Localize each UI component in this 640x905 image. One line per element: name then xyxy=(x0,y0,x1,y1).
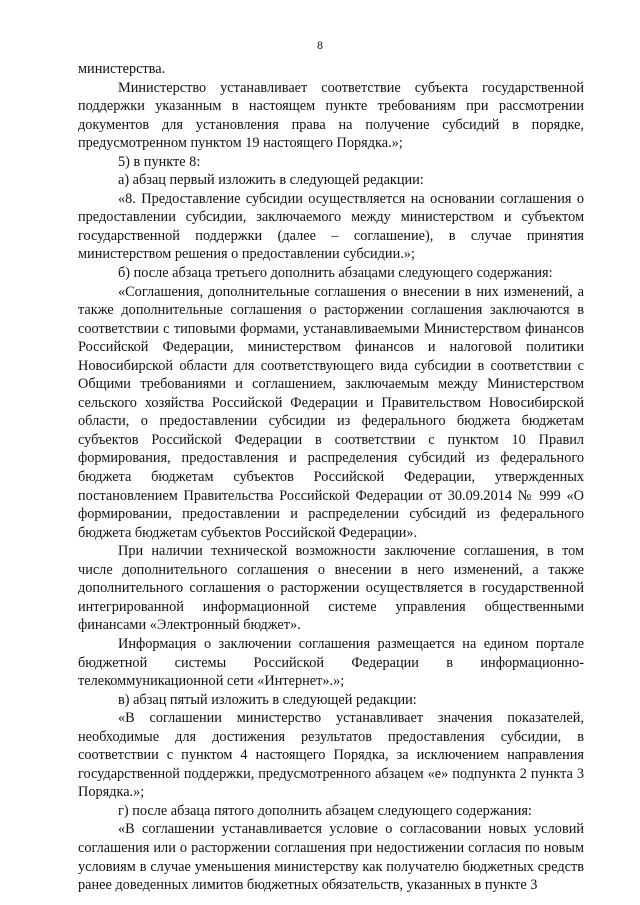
paragraph: При наличии технической возможности заключение соглашения, в том числе дополнительного соглашения о внесении в него изменений, а также дополнительного соглашения о расторжении осуществляется в государственной интегрированной информационной системе управления общественными финансами «Электронный бюджет». xyxy=(78,543,584,634)
paragraph-quote: «Соглашения, дополнительные соглашения о внесении в них изменений, а также дополнительные соглашения о расторжении соглашения заключаются в соответствии с типовыми формами, устанавливаемыми Министерством финансов Российской Федерации, министерством финансов и налоговой политики Новосибирской области для соответствующего вида субсидии в соответствии с Общими требованиями и соглашением, заключаемым между Министерством сельского хозяйства Российской Федерации и Правительством Новосибирской области, о предоставлении субсидии из федерального бюджета бюджетам субъектов Российской Федерации в соответствии с пунктом 10 Правил формирования, предоставления и распределения субсидий из федерального бюджета бюджетам субъектов Российской Федерации, утвержденных постановлением Правительства Российской Федерации от 30.09.2014 № 999 «О формировании, предоставлении и распределении субсидий из федерального бюджета бюджетам субъектов Российской Федерации». xyxy=(78,283,584,541)
paragraph: Министерство устанавливает соответствие субъекта государственной поддержки указанным в настоящем пункте требованиям при рассмотрении документов для установления права на получение субсидий в порядке, предусмотренном пунктом 19 настоящего Порядка.»; xyxy=(78,79,584,152)
paragraph-item-5: 5) в пункте 8: xyxy=(118,153,201,170)
paragraph-subitem-a: а) абзац первый изложить в следующей редакции: xyxy=(118,172,424,189)
document-body xyxy=(78,60,584,895)
paragraph-subitem-v: в) абзац пятый изложить в следующей редакции: xyxy=(118,691,417,708)
paragraph-quote: «8. Предоставление субсидии осуществляется на основании соглашения о предоставлении субсидии, заключаемого между министерством и субъектом государственной поддержки (далее – соглашение), в случае принятия министерством решения о предоставлении субсидии.»; xyxy=(78,190,584,263)
paragraph: Информация о заключении соглашения размещается на едином портале бюджетной системы Российской Федерации в информационно-телекоммуникационной сети «Интернет».»; xyxy=(78,635,584,690)
paragraph-continuation: министерства. xyxy=(78,61,166,77)
paragraph-quote: «В соглашении министерство устанавливает значения показателей, необходимые для достижения результатов предоставления субсидии, в соответствии с пунктом 4 настоящего Порядка, за исключением направления государственной поддержки, предусмотренного абзацем «е» подпункта 2 пункта 3 Порядка.»; xyxy=(78,710,584,801)
paragraph-subitem-g: г) после абзаца пятого дополнить абзацем следующего содержания: xyxy=(118,802,532,819)
paragraph-quote: «В соглашении устанавливается условие о согласовании новых условий соглашения или о расторжении соглашения при недостижении согласия по новым условиям в случае уменьшения министерству как получателю бюджетных средств ранее доведенных лимитов бюджетных обязательств, указанных в пункте 3 xyxy=(78,821,584,894)
paragraph-subitem-b: б) после абзаца третьего дополнить абзацами следующего содержания: xyxy=(118,265,553,282)
page-number: 8 xyxy=(317,38,323,52)
